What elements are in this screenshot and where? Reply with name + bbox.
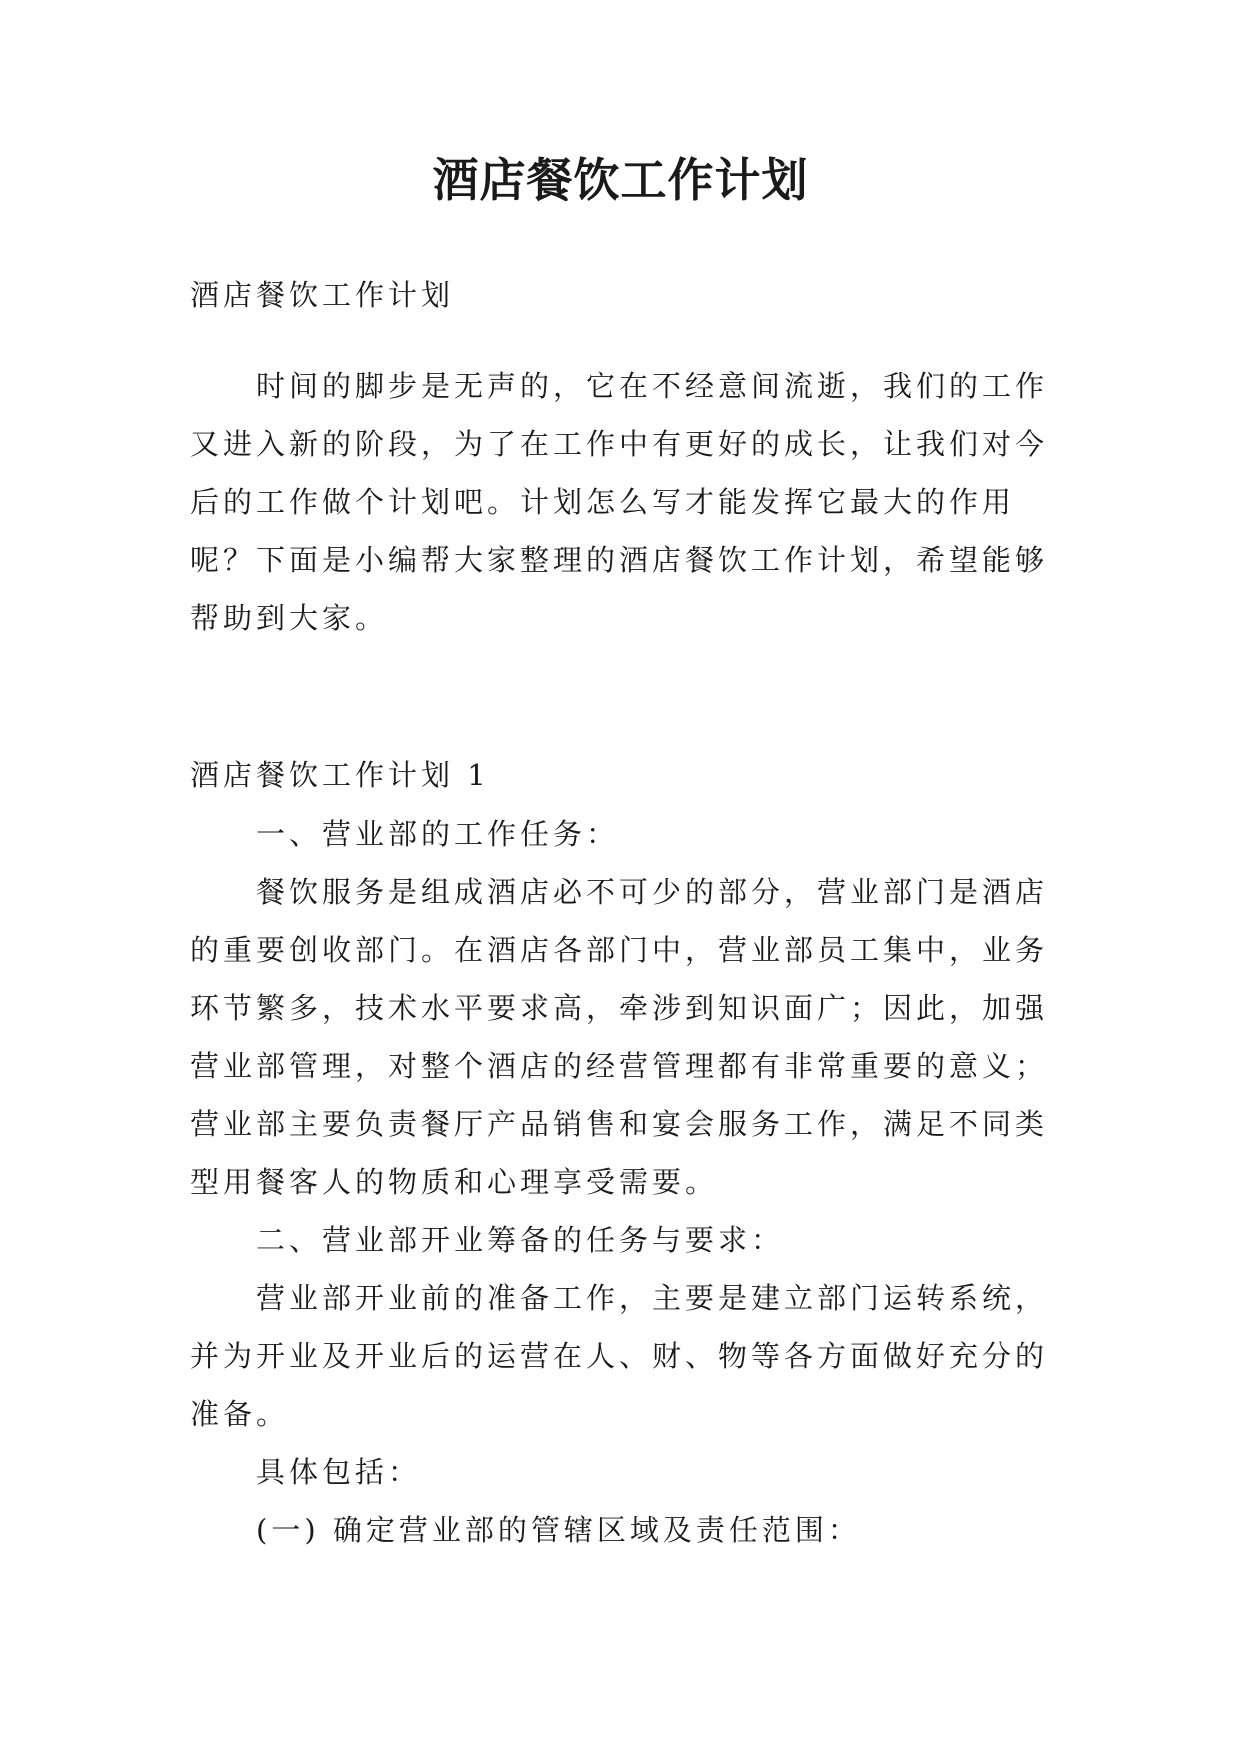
intro-line: 后的工作做个计划吧。计划怎么写才能发挥它最大的作用 — [190, 485, 1016, 519]
intro-line: 帮助到大家。 — [190, 601, 389, 635]
intro-line: 又进入新的阶段，为了在工作中有更好的成长，让我们对今 — [190, 427, 1049, 461]
body-line: 环节繁多，技术水平要求高，牵涉到知识面广；因此，加强 — [190, 991, 1049, 1025]
section-heading: 酒店餐饮工作计划 1 — [190, 758, 490, 792]
body-line: 型用餐客人的物质和心理享受需要。 — [190, 1165, 719, 1199]
subheading: 一、营业部的工作任务： — [256, 817, 620, 851]
body-line: 餐饮服务是组成酒店必不可少的部分，营业部门是酒店 — [256, 875, 1049, 909]
body-line: 的重要创收部门。在酒店各部门中，营业部员工集中，业务 — [190, 933, 1049, 967]
body-line: 营业部管理，对整个酒店的经营管理都有非常重要的意义； — [190, 1049, 1049, 1083]
intro-line: 时间的脚步是无声的，它在不经意间流逝，我们的工作 — [256, 369, 1049, 403]
body-line: 并为开业及开业后的运营在人、财、物等各方面做好充分的 — [190, 1339, 1049, 1373]
list-item: (一) 确定营业部的管辖区域及责任范围： — [256, 1513, 861, 1547]
intro-line: 呢？下面是小编帮大家整理的酒店餐饮工作计划，希望能够 — [190, 543, 1049, 577]
body-line: 营业部开业前的准备工作，主要是建立部门运转系统， — [256, 1281, 1049, 1315]
page-title: 酒店餐饮工作计划 — [432, 153, 809, 207]
body-line: 营业部主要负责餐厅产品销售和宴会服务工作，满足不同类 — [190, 1107, 1049, 1141]
section-body — [190, 805, 1070, 1559]
subheading: 二、营业部开业筹备的任务与要求： — [256, 1223, 785, 1257]
body-line: 具体包括： — [256, 1455, 422, 1489]
body-line: 准备。 — [190, 1397, 290, 1431]
document-subtitle: 酒店餐饮工作计划 — [190, 278, 455, 312]
intro-paragraph — [190, 357, 1070, 647]
